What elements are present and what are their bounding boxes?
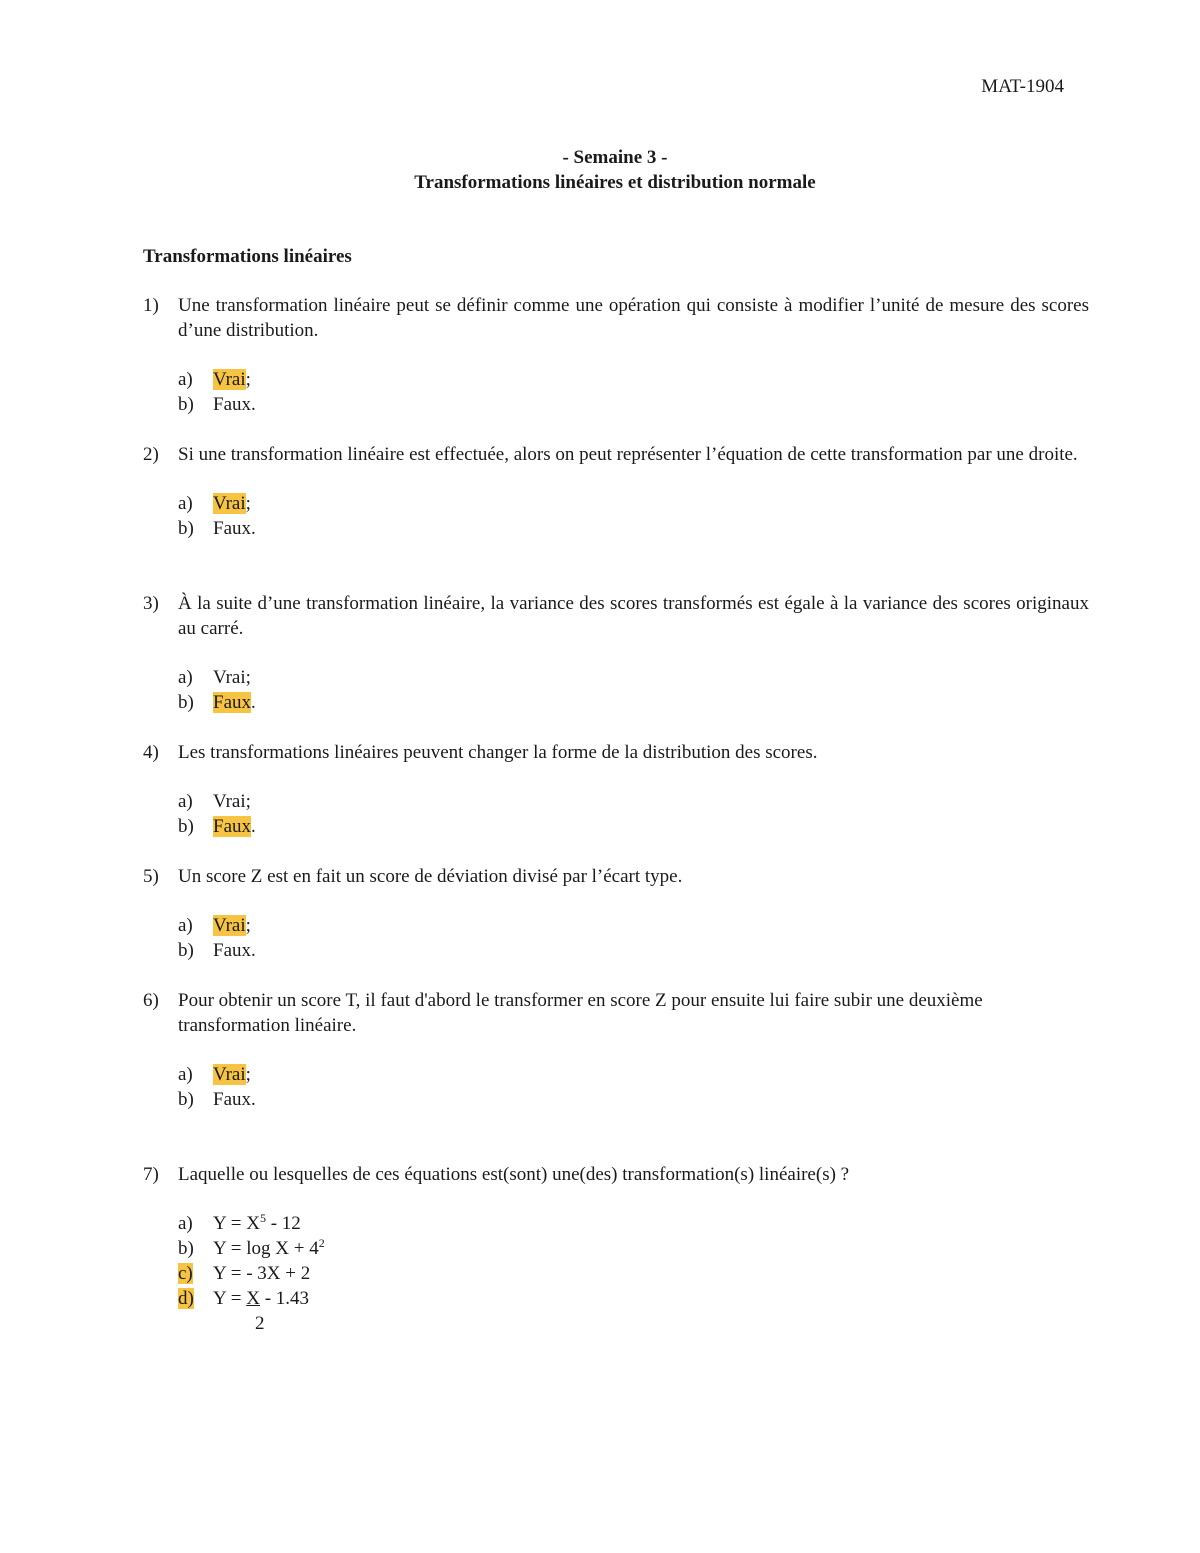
correct-answer-highlight: Vrai [213, 369, 246, 390]
option-letter: b) [178, 1089, 194, 1110]
correct-answer-highlight: Faux [213, 692, 251, 713]
question-text: Un score Z est en fait un score de déviation divisé par l’écart type. [178, 866, 683, 887]
option-punctuation: ; [245, 791, 251, 812]
equation-options [178, 1211, 1089, 1336]
question-5 [143, 864, 1089, 963]
equation-text: Y = log X + 4 [213, 1238, 319, 1259]
answer-options [178, 491, 1089, 541]
option-punctuation: ; [245, 369, 251, 390]
equation: Y = - 3X + 2 [213, 1263, 311, 1284]
option-letter: a) [178, 369, 193, 390]
correct-answer-highlight: Vrai [213, 915, 246, 936]
option-b [178, 814, 1089, 839]
option-a [178, 665, 1089, 690]
fraction-numerator: X [246, 1288, 260, 1309]
option-punctuation: . [251, 692, 256, 713]
equation [213, 1211, 301, 1236]
option-punctuation: ; [245, 915, 251, 936]
answer-options [178, 367, 1089, 417]
answer-options [178, 1062, 1023, 1112]
option-d [178, 1286, 1089, 1311]
equation-text: Y = [213, 1288, 247, 1309]
option-letter: a) [178, 493, 193, 514]
question-text: Une transformation linéaire peut se définir comme une opération qui consiste à modifier l’unité de mesure des scores d’une distribution. [178, 295, 1089, 341]
question-6 [143, 988, 1023, 1112]
fraction-denominator: 2 [255, 1313, 265, 1334]
option-punctuation: . [251, 518, 256, 539]
question-text: À la suite d’une transformation linéaire, la variance des scores transformés est égale à la variance des scores originaux au carré. [178, 593, 1089, 639]
answer-options [178, 913, 1089, 963]
option-answer: Faux [213, 518, 251, 539]
option-punctuation: . [251, 816, 256, 837]
question-number: 3) [143, 593, 159, 614]
option-b [178, 516, 1089, 541]
equation-text: - 1.43 [259, 1288, 310, 1309]
question-text: Si une transformation linéaire est effectuée, alors on peut représenter l’équation de cette transformation par une droite. [178, 444, 1078, 465]
week-title: - Semaine 3 - [562, 147, 668, 168]
option-letter: b) [178, 518, 194, 539]
option-letter: b) [178, 1238, 194, 1259]
equation-text: Y = X [213, 1213, 260, 1234]
option-letter: a) [178, 667, 193, 688]
question-number: 1) [143, 295, 159, 316]
answer-options [178, 665, 1089, 715]
option-letter: b) [178, 692, 194, 713]
option-punctuation: . [251, 1089, 256, 1110]
question-2 [143, 442, 1089, 541]
section-heading: Transformations linéaires [143, 246, 352, 267]
option-letter: a) [178, 915, 193, 936]
question-text: Pour obtenir un score T, il faut d'abord le transformer en score Z pour ensuite lui faire subir une deuxième transformation linéaire. [178, 990, 983, 1036]
option-answer: Faux [213, 1089, 251, 1110]
option-letter: a) [178, 791, 193, 812]
question-4 [143, 740, 1089, 839]
exponent: 2 [318, 1236, 325, 1250]
option-answer: Vrai [213, 667, 246, 688]
question-number: 5) [143, 866, 159, 887]
question-text: Laquelle ou lesquelles de ces équations est(sont) une(des) transformation(s) linéaire(s) ? [178, 1164, 850, 1185]
question-7 [143, 1162, 1089, 1336]
option-punctuation: ; [245, 667, 251, 688]
option-a [178, 789, 1089, 814]
question-text: Les transformations linéaires peuvent changer la forme de la distribution des scores. [178, 742, 818, 763]
option-punctuation: . [251, 940, 256, 961]
option-letter: a) [178, 1064, 193, 1085]
option-letter: b) [178, 940, 194, 961]
correct-answer-highlight: d) [178, 1288, 194, 1309]
option-answer: Faux [213, 394, 251, 415]
option-letter: a) [178, 1213, 193, 1234]
exponent: 5 [259, 1211, 266, 1225]
option-answer: Faux [213, 940, 251, 961]
question-number: 7) [143, 1164, 159, 1185]
correct-answer-highlight: Faux [213, 816, 251, 837]
option-b [178, 938, 1089, 963]
option-letter: b) [178, 394, 194, 415]
correct-answer-highlight: c) [178, 1263, 193, 1284]
option-c [178, 1261, 1089, 1286]
option-a [178, 1062, 1023, 1087]
equation [213, 1286, 309, 1311]
option-b [178, 1087, 1023, 1112]
equation [213, 1236, 325, 1261]
option-a [178, 913, 1089, 938]
question-3 [143, 591, 1089, 715]
question-number: 4) [143, 742, 159, 763]
question-number: 2) [143, 444, 159, 465]
option-letter: b) [178, 816, 194, 837]
option-punctuation: . [251, 394, 256, 415]
option-a [178, 491, 1089, 516]
correct-answer-highlight: Vrai [213, 1064, 246, 1085]
document-title [0, 145, 1200, 195]
course-code: MAT-1904 [981, 76, 1064, 97]
option-answer: Vrai [213, 791, 246, 812]
answer-options [178, 789, 1089, 839]
question-1 [143, 293, 1089, 417]
equation-text: - 12 [265, 1213, 301, 1234]
option-punctuation: ; [245, 1064, 251, 1085]
option-punctuation: ; [245, 493, 251, 514]
option-a [178, 1211, 1089, 1236]
option-b [178, 392, 1089, 417]
question-number: 6) [143, 990, 159, 1011]
option-b [178, 1236, 1089, 1261]
option-b [178, 690, 1089, 715]
option-a [178, 367, 1089, 392]
topic-title: Transformations linéaires et distribution normale [414, 172, 816, 193]
correct-answer-highlight: Vrai [213, 493, 246, 514]
